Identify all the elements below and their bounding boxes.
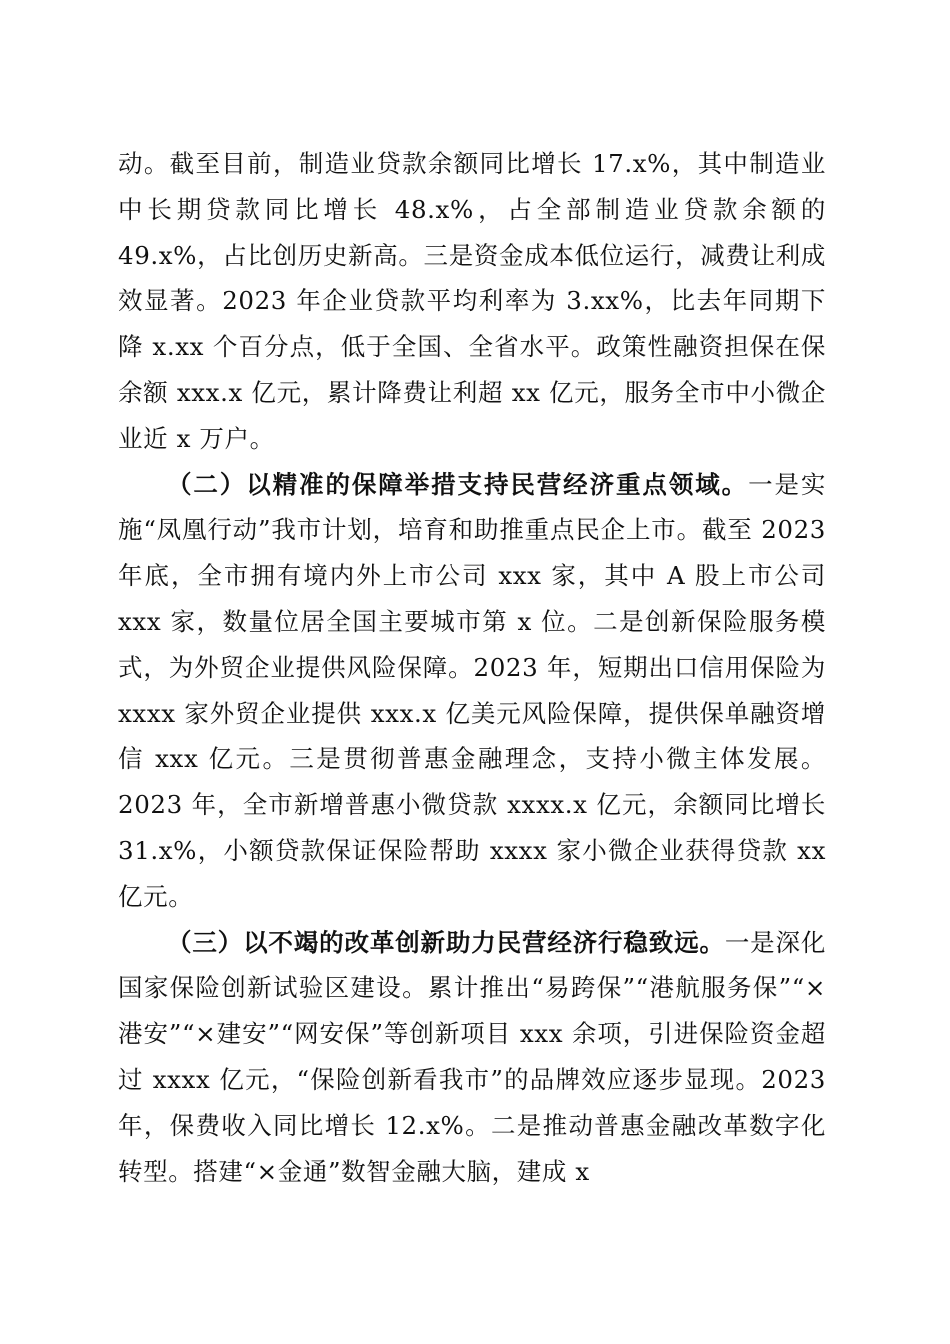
paragraph-text: 一是深化国家保险创新试验区建设。累计推出“易跨保”“港航服务保”“×港安”“×建安”“网安保”等创新项目 xxx 余项，引进保险资金超过 xxxx 亿元，“保险创新看我市”的品牌效应逐步显现。2023 年，保费收入同比增长 12.x%。二是推动普惠金融改革数字化转型。搭建“×金通”数智金融大脑，建成 x: [118, 927, 826, 1186]
section-heading-three: （三）以不竭的改革创新助力民营经济行稳致远。: [167, 927, 725, 957]
paragraph-text: 动。截至目前，制造业贷款余额同比增长 17.x%，其中制造业中长期贷款同比增长 48.x%，占全部制造业贷款余额的 49.x%，占比创历史新高。三是资金成本低位运行，减费让利成效显著。2023 年企业贷款平均利率为 3.xx%，比去年同期下降 x.xx 个百分点，低于全国、全省水平。政策性融资担保在保余额 xxx.x 亿元，累计降费让利超 xx 亿元，服务全市中小微企业近 x 万户。: [118, 149, 826, 453]
paragraph-section-three: [118, 920, 826, 1195]
paragraph-text: 一是实施“凤凰行动”我市计划，培育和助推重点民企上市。截至 2023 年底，全市拥有境内外上市公司 xxx 家，其中 A 股上市公司 xxx 家，数量位居全国主要城市第 x 位。二是创新保险服务模式，为外贸企业提供风险保障。2023 年，短期出口信用保险为 xxxx 家外贸企业提供 xxx.x 亿美元风险保障，提供保单融资增信 xxx 亿元。三是贯彻普惠金融理念，支持小微主体发展。2023 年，全市新增普惠小微贷款 xxxx.x 亿元，余额同比增长 31.x%，小额贷款保证保险帮助 xxxx 家小微企业获得贷款 xx 亿元。: [118, 469, 826, 911]
paragraph-continuation: [118, 141, 826, 462]
paragraph-section-two: [118, 462, 826, 920]
document-body: [118, 141, 826, 1194]
section-heading-two: （二）以精准的保障举措支持民营经济重点领域。: [167, 469, 749, 499]
